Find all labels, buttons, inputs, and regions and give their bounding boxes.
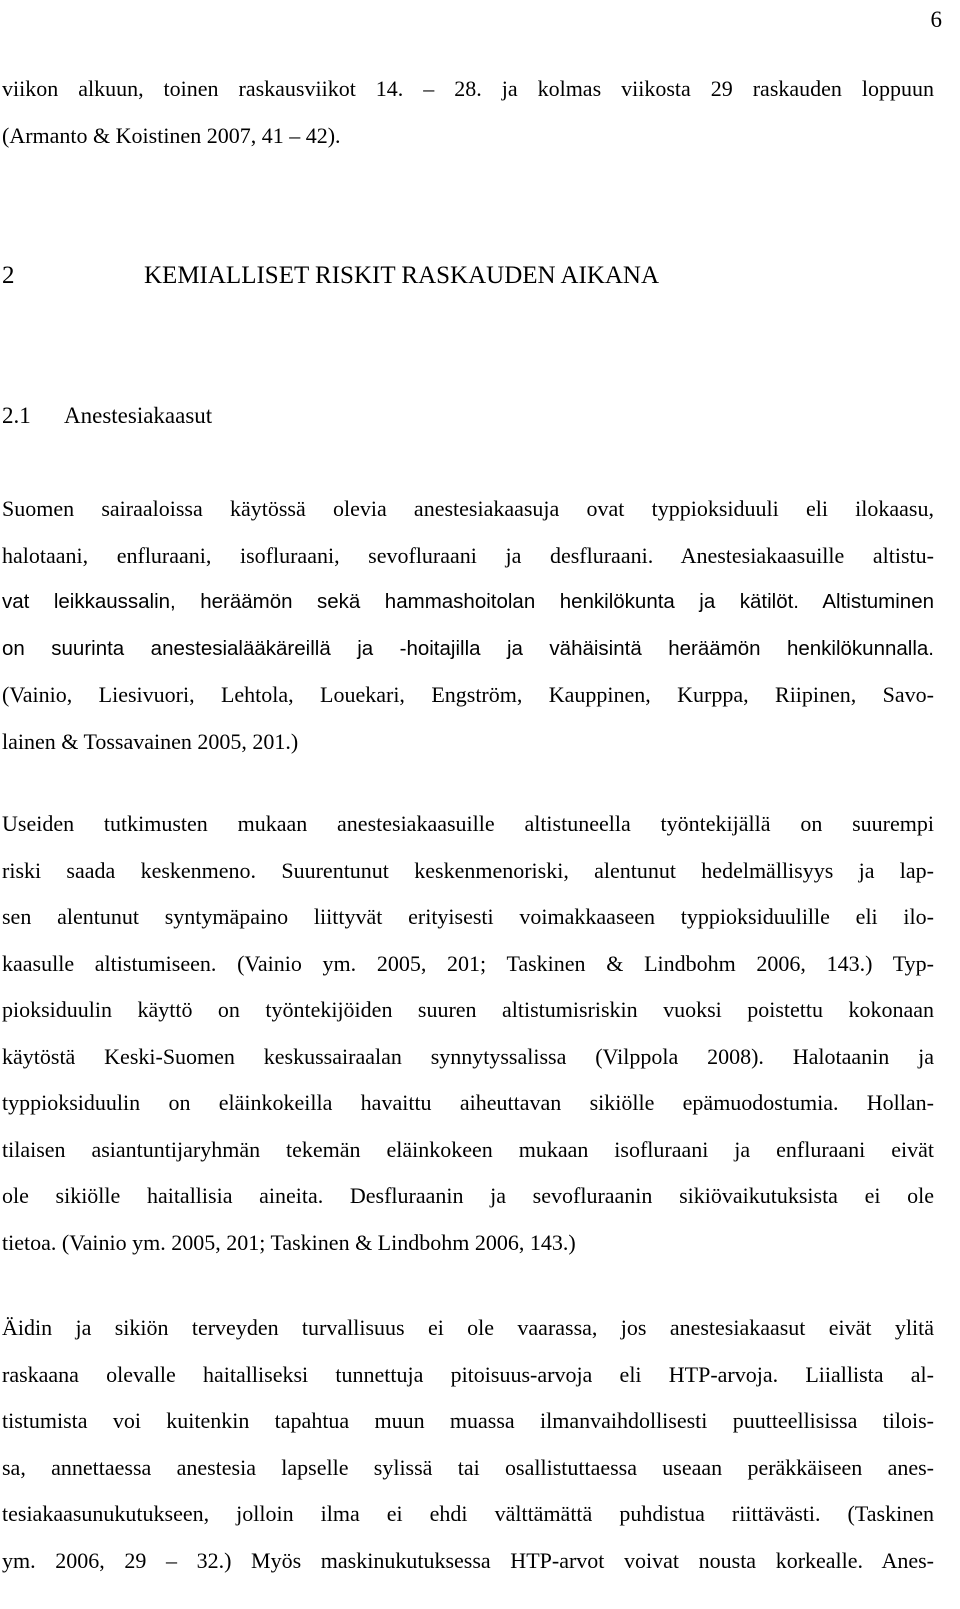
text-line: ole sikiölle haitallisia aineita. Desfluraanin ja sevofluraanin sikiövaikutuksista ei ole: [2, 1183, 934, 1208]
text-line: Suomen sairaaloissa käytössä olevia anestesiakaasuja ovat typpioksiduuli eli ilokaasu,: [2, 496, 934, 521]
text-line: riski saada keskenmeno. Suurentunut keskenmenoriski, alentunut hedelmällisyys ja lap-: [2, 857, 934, 883]
paragraph-text: [2, 66, 934, 159]
paragraph-miscarriage-risk: [2, 801, 934, 1266]
paragraph-text: [2, 1305, 934, 1584]
paragraph-anesthetic-gases: [2, 486, 934, 765]
page-number: 6: [930, 7, 942, 32]
text-line: halotaani, enfluraani, isofluraani, sevofluraani ja desfluraani. Anestesiakaasuille altistu-: [2, 542, 934, 568]
subsection-heading: [2, 399, 212, 433]
text-line: tesiakaasunukutukseen, jolloin ilma ei ehdi välttämättä puhdistua riittävästi. (Taskinen: [2, 1501, 934, 1526]
text-line: Äidin ja sikiön terveyden turvallisuus ei ole vaarassa, jos anestesiakaasut eivät ylitä: [2, 1315, 934, 1340]
text-line: lainen & Tossavainen 2005, 201.): [2, 728, 299, 754]
text-line: sa, annettaessa anestesia lapselle sylissä tai osallistuttaessa useaan peräkkäiseen anes-: [2, 1454, 934, 1480]
text-line: (Vainio, Liesivuori, Lehtola, Louekari, Engström, Kauppinen, Kurppa, Riipinen, Savo-: [2, 682, 934, 707]
intro-paragraph: [2, 66, 934, 159]
section-number: 2: [2, 262, 15, 289]
text-line: raskaana olevalle haitalliseksi tunnettuja pitoisuus-arvoja eli HTP-arvoja. Liiallista al-: [2, 1361, 934, 1387]
text-line: vat leikkaussalin, heräämön sekä hammashoitolan henkilökunta ja kätilöt. Altistuminen: [2, 590, 934, 613]
text-line: (Armanto & Koistinen 2007, 41 – 42).: [2, 122, 341, 148]
text-line: on suurinta anestesialääkäreillä ja -hoitajilla ja vähäisintä heräämön henkilökunnalla.: [2, 636, 934, 660]
text-line: sen alentunut syntymäpaino liittyvät erityisesti voimakkaaseen typpioksiduulille eli ilo-: [2, 904, 934, 929]
text-line: kaasulle altistumiseen. (Vainio ym. 2005, 201; Taskinen & Lindbohm 2006, 143.) Typ-: [2, 950, 934, 976]
section-title: KEMIALLISET RISKIT RASKAUDEN AIKANA: [144, 262, 660, 289]
paragraph-mother-fetus-safety: [2, 1305, 934, 1584]
subsection-number: 2.1: [2, 403, 31, 428]
text-line: Useiden tutkimusten mukaan anestesiakaasuille altistuneella työntekijällä on suurempi: [2, 811, 934, 836]
text-line: käytöstä Keski-Suomen keskussairaalan synnytyssalissa (Vilppola 2008). Halotaanin ja: [2, 1043, 934, 1069]
text-line: viikon alkuun, toinen raskausviikot 14. – 28. ja kolmas viikosta 29 raskauden loppuun: [2, 76, 934, 101]
text-line: ym. 2006, 29 – 32.) Myös maskinukutuksessa HTP-arvot voivat nousta korkealle. Anes-: [2, 1547, 934, 1573]
text-line: pioksiduulin käyttö on työntekijöiden suuren altistumisriskin vuoksi poistettu kokonaan: [2, 997, 934, 1022]
paragraph-text: [2, 486, 934, 765]
section-heading: [2, 258, 659, 294]
paragraph-text: [2, 801, 934, 1266]
text-line: typpioksiduulin on eläinkokeilla havaittu aiheuttavan sikiölle epämuodostumia. Hollan-: [2, 1090, 934, 1115]
text-line: tistumista voi kuitenkin tapahtua muun muassa ilmanvaihdollisesti puutteellisissa tilois-: [2, 1408, 934, 1433]
text-line: tilaisen asiantuntijaryhmän tekemän eläinkokeen mukaan isofluraani ja enfluraani eivät: [2, 1136, 934, 1162]
subsection-title: Anestesiakaasut: [64, 403, 213, 428]
text-line: tietoa. (Vainio ym. 2005, 201; Taskinen & Lindbohm 2006, 143.): [2, 1229, 576, 1255]
